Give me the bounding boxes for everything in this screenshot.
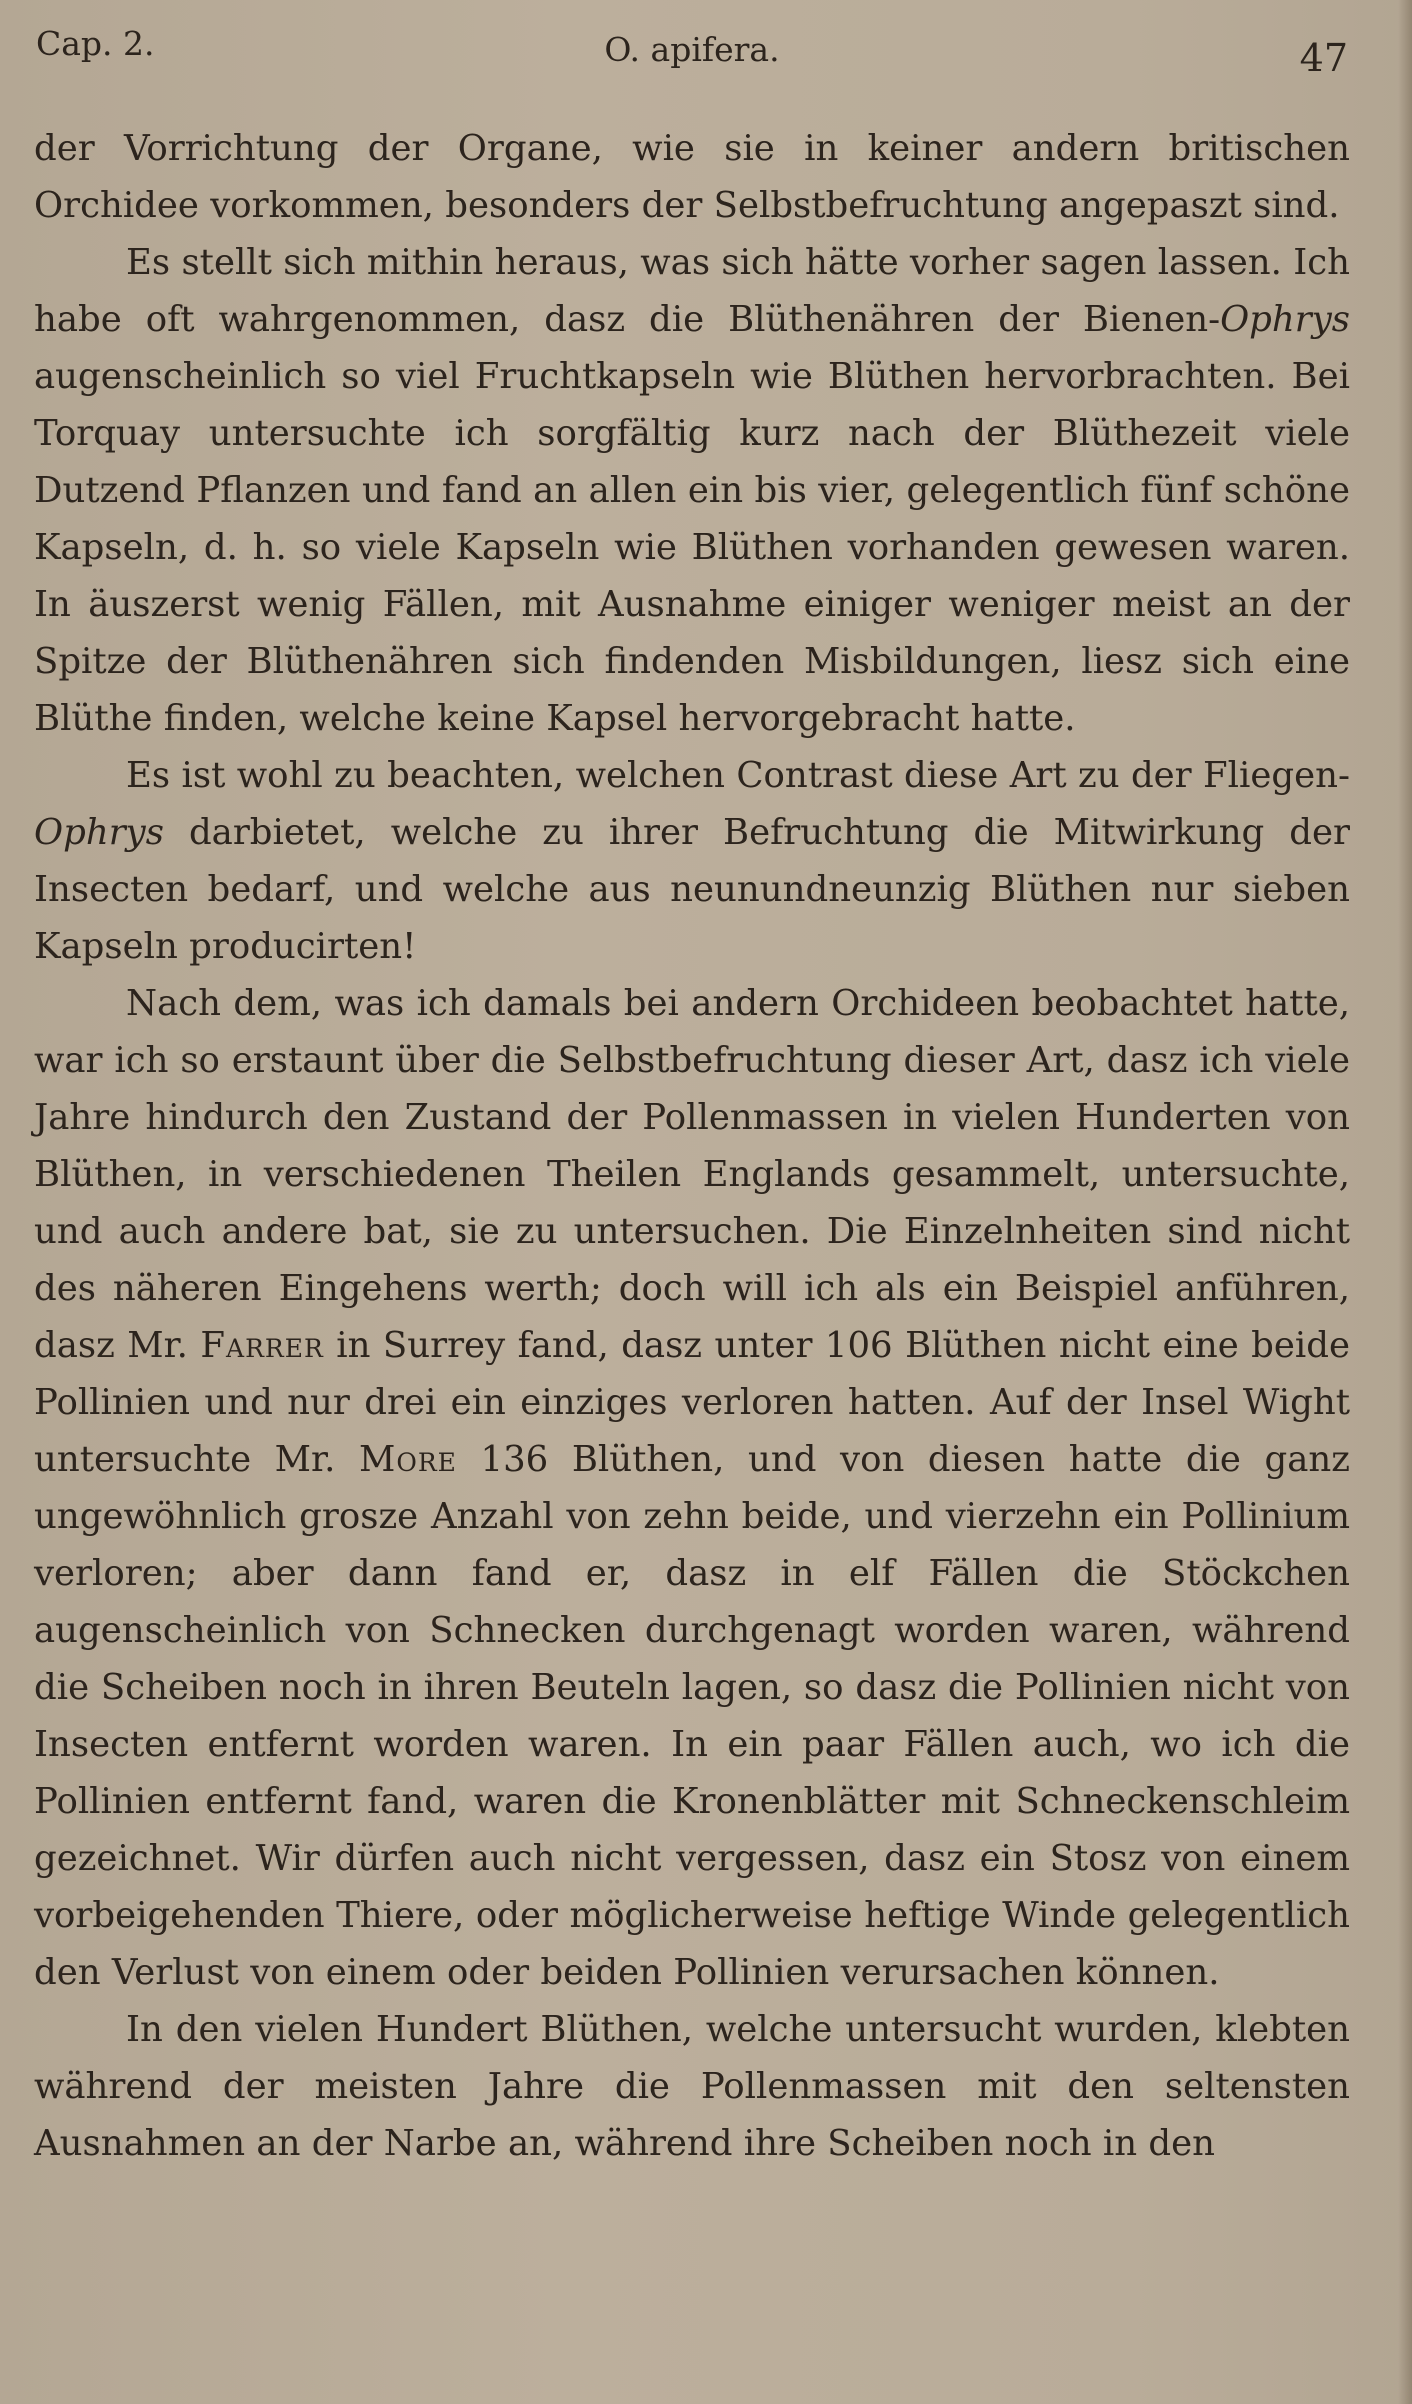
running-header (36, 24, 1348, 84)
running-title: O. apifera. (604, 30, 780, 69)
italic-text: Ophrys (34, 812, 164, 853)
paragraph-text: Nach dem, was ich damals bei andern Orchideen beobachtet hatte, war ich so erstaunt über die Selbstbefruchtung dieser Art, dasz ich viele Jahre hindurch den Zustand der Pollenmassen in vielen Hunderten von Blüthen, in verschiedenen Theilen Englands gesammelt, untersuchte, und auch andere bat, sie zu untersuchen. Die Einzelnheiten sind nicht des näheren Eingehens werth; doch will ich als ein Beispiel anführen, dasz Mr. (34, 983, 1350, 1366)
paragraph-text: der Vorrichtung der Organe, wie sie in keiner andern britischen Orchidee vorkommen, besonders der Selbstbefruchtung angepaszt sind. (34, 128, 1350, 226)
page-number: 47 (1299, 36, 1348, 80)
chapter-label: Cap. 2. (36, 24, 155, 63)
paragraph-text: Es ist wohl zu beachten, welchen Contrast diese Art zu der Fliegen- (126, 755, 1350, 796)
small-caps-name: Farrer (200, 1325, 324, 1366)
body-text (34, 120, 1350, 2172)
paragraph (34, 2001, 1350, 2172)
paragraph-text: Es stellt sich mithin heraus, was sich hätte vorher sagen lassen. Ich habe oft wahrgenommen, dasz die Blüthenähren der Bienen- (34, 242, 1350, 340)
paragraph-text: 136 Blüthen, und von diesen hatte die ganz ungewöhnlich grosze Anzahl von zehn beide, und vierzehn ein Pollinium verloren; aber dann fand er, dasz in elf Fällen die Stöckchen augenscheinlich von Schnecken durchgenagt worden waren, während die Scheiben noch in ihren Beuteln lagen, so dasz die Pollinien nicht von Insecten entfernt worden waren. In ein paar Fällen auch, wo ich die Pollinien entfernt fand, waren die Kronenblätter mit Schneckenschleim gezeichnet. Wir dürfen auch nicht vergessen, dasz ein Stosz von einem vorbeigehenden Thiere, oder möglicherweise heftige Winde gelegentlich den Verlust von einem oder beiden Pollinien verursachen können. (34, 1439, 1350, 1993)
small-caps-name: More (358, 1439, 457, 1480)
paragraph (34, 747, 1350, 975)
paragraph-text: darbietet, welche zu ihrer Befruchtung die Mitwirkung der Insecten bedarf, und welche aus neunundneunzig Blüthen nur sieben Kapseln producirten! (34, 812, 1350, 967)
italic-text: Ophrys (1220, 299, 1350, 340)
paragraph-text: in Surrey fand, dasz unter 106 Blüthen nicht eine beide Pollinien und nur drei ein einziges verloren hatten. Auf der Insel Wight untersuchte Mr. (34, 1325, 1351, 1480)
page-edge-shadow (1398, 0, 1412, 2404)
paragraph-text: In den vielen Hundert Blüthen, welche untersucht wurden, klebten während der meisten Jahre die Pollenmassen mit den seltensten Ausnahmen an der Narbe an, während ihre Scheiben noch in den (34, 2009, 1350, 2164)
paragraph (34, 120, 1350, 234)
paragraph (34, 975, 1350, 2001)
paragraph-text: augenscheinlich so viel Fruchtkapseln wie Blüthen hervorbrachten. Bei Torquay untersuchte ich sorgfältig kurz nach der Blüthezeit viele Dutzend Pflanzen und fand an allen ein bis vier, gelegentlich fünf schöne Kapseln, d. h. so viele Kapseln wie Blüthen vorhanden gewesen waren. In äuszerst wenig Fällen, mit Ausnahme einiger weniger meist an der Spitze der Blüthenähren sich findenden Misbildungen, liesz sich eine Blüthe finden, welche keine Kapsel hervorgebracht hatte. (34, 356, 1350, 739)
paragraph (34, 234, 1350, 747)
